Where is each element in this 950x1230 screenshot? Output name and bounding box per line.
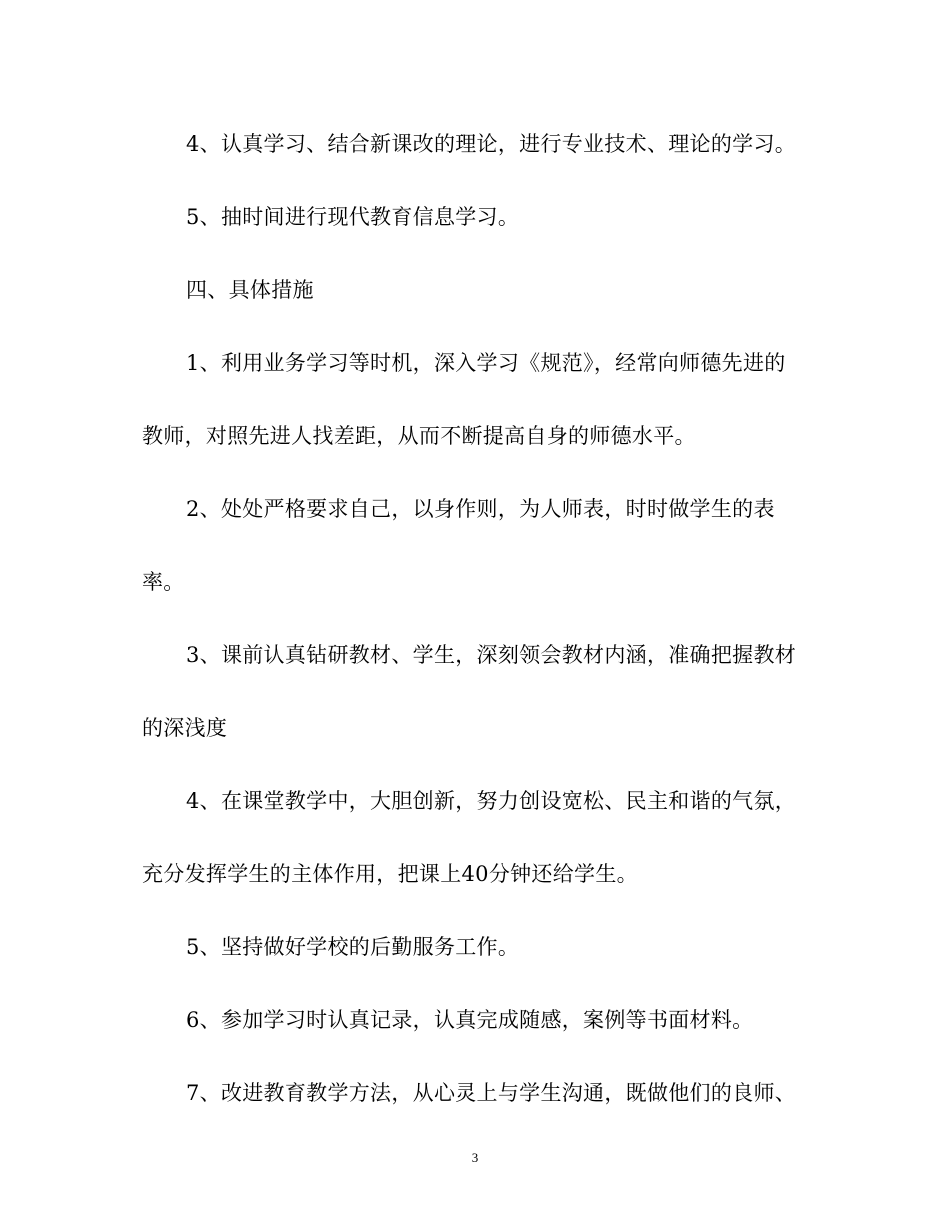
paragraph-line: 6、参加学习时认真记录，认真完成随感，案例等书面材料。 [186, 1008, 754, 1032]
paragraph-line: 充分发挥学生的主体作用，把课上40分钟还给学生。 [142, 862, 638, 886]
paragraph-line: 3、课前认真钻研教材、学生，深刻领会教材内涵，准确把握教材 [186, 643, 797, 667]
paragraph-line: 率。 [142, 570, 185, 594]
page-number: 3 [471, 1150, 479, 1165]
paragraph-line: 4、认真学习、结合新课改的理论，进行专业技术、理论的学习。 [186, 132, 797, 156]
paragraph-line: 5、坚持做好学校的后勤服务工作。 [186, 935, 520, 959]
paragraph-line: 2、处处严格要求自己，以身作则，为人师表，时时做学生的表 [186, 497, 775, 521]
paragraph-line: 5、抽时间进行现代教育信息学习。 [186, 205, 520, 229]
paragraph-line: 的深浅度 [142, 716, 228, 740]
paragraph-line: 4、在课堂教学中，大胆创新，努力创设宽松、民主和谐的气氛， [186, 789, 797, 813]
section-heading: 四、具体措施 [186, 278, 314, 302]
paragraph-line: 7、改进教育教学方法，从心灵上与学生沟通，既做他们的良师、 [186, 1081, 797, 1105]
paragraph-line: 教师，对照先进人找差距，从而不断提高自身的师德水平。 [142, 424, 696, 448]
paragraph-line: 1、利用业务学习等时机，深入学习《规范》，经常向师德先进的 [186, 351, 786, 375]
